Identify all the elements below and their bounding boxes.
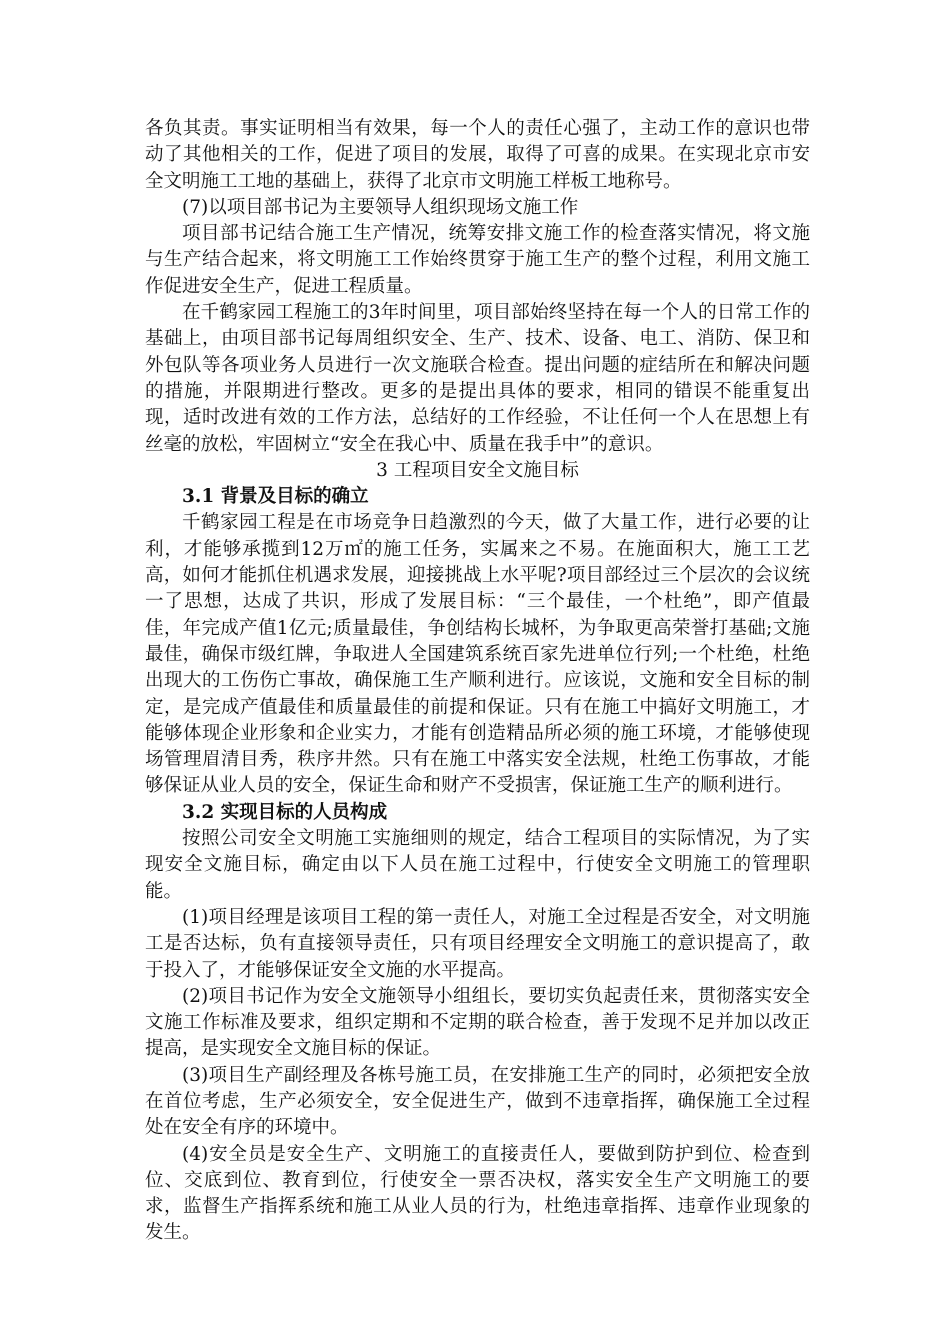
list-item: (3)项目生产副经理及各栋号施工员，在安排施工生产的同时，必须把安全放在首位考虑，生产必须安全，安全促进生产，做到不违章指挥，确保施工全过程处在安全有序的环境中。 (145, 1064, 810, 1139)
paragraph: 在千鹤家园工程施工的3年时间里，项目部始终坚持在每一个人的日常工作的基础上，由项目部书记每周组织安全、生产、技术、设备、电工、消防、保卫和外包队等各项业务人员进行一次文施联合检查。提出问题的症结所在和解决问题的措施，并限期进行整改。更多的是提出具体的要求，相同的错误不能重复出现，适时改进有效的工作方法，总结好的工作经验，不让任何一个人在思想上有丝毫的放松，牢固树立“安全在我心中、质量在我手中”的意识。 (145, 302, 810, 455)
document-page (145, 116, 810, 1247)
list-item: (1)项目经理是该项目工程的第一责任人，对施工全过程是否安全，对文明施工是否达标，负有直接领导责任，只有项目经理安全文明施工的意识提高了，敢于投入了，才能够保证安全文施的水平提高。 (145, 906, 810, 981)
paragraph: 千鹤家园工程是在市场竞争日趋激烈的今天，做了大量工作，进行必要的让利，才能够承揽到12万㎡的施工任务，实属来之不易。在施面积大，施工工艺高，如何才能抓住机遇求发展，迎接挑战上水平呢?项目部经过三个层次的会议统一了思想，达成了共识，形成了发展目标：“三个最佳，一个杜绝”，即产值最佳，年完成产值1亿元;质量最佳，争创结构长城杯，为争取更高荣誉打基础;文施最佳，确保市级红牌，争取进人全国建筑系统百家先进单位行列;一个杜绝，杜绝出现大的工伤伤亡事故，确保施工生产顺利进行。应该说，文施和安全目标的制定，是完成产值最佳和质量最佳的前提和保证。只有在施工中搞好文明施工，才能够体现企业形象和企业实力，才能有创造精品所必须的施工环境，才能够使现场管理眉清目秀，秩序井然。只有在施工中落实安全法规，杜绝工伤事故，才能够保证从业人员的安全，保证生命和财产不受损害，保证施工生产的顺利进行。 (145, 512, 810, 797)
paragraph: 项目部书记结合施工生产情况，统筹安排文施工作的检查落实情况，将文施与生产结合起来，将文明施工工作始终贯穿于施工生产的整个过程，利用文施工作促进安全生产，促进工程质量。 (145, 223, 810, 297)
paragraph: 按照公司安全文明施工实施细则的规定，结合工程项目的实际情况，为了实现安全文施目标，确定由以下人员在施工过程中，行使安全文明施工的管理职能。 (145, 828, 810, 902)
paragraph-continuation: 各负其责。事实证明相当有效果，每一个人的责任心强了，主动工作的意识也带动了其他相关的工作，促进了项目的发展，取得了可喜的成果。在实现北京市安全文明施工工地的基础上，获得了北京市文明施工样板工地称号。 (145, 118, 810, 192)
list-item-7-heading: (7)以项目部书记为主要领导人组织现场文施工作 (182, 196, 579, 218)
section-heading: 3 工程项目安全文施目标 (376, 459, 579, 481)
list-item: (2)项目书记作为安全文施领导小组组长，要切实负起责任来，贯彻落实安全文施工作标准及要求，组织定期和不定期的联合检查，善于发现不足并加以改正提高，是实现安全文施目标的保证。 (145, 985, 810, 1060)
subsection-heading: 3.1 背景及目标的确立 (182, 486, 369, 508)
subsection-heading: 3.2 实现目标的人员构成 (182, 801, 388, 823)
list-item: (4)安全员是安全生产、文明施工的直接责任人，要做到防护到位、检查到位、交底到位、教育到位，行使安全一票否决权，落实安全生产文明施工的要求，监督生产指挥系统和施工从业人员的行为，杜绝违章指挥、违章作业现象的发生。 (145, 1143, 810, 1244)
